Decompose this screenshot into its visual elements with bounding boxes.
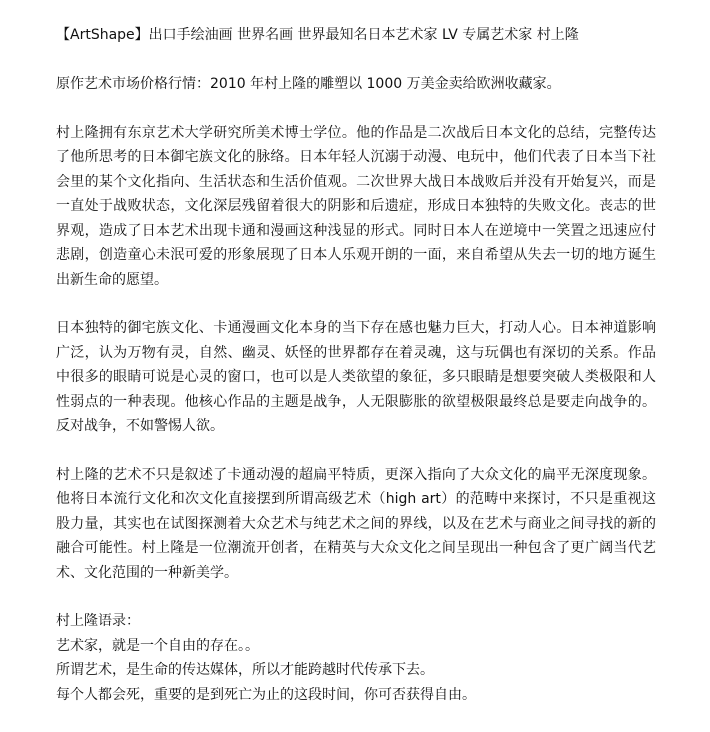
quote-line: 所谓艺术，是生命的传达媒体，所以才能跨越时代传承下去。 [56, 662, 434, 678]
paragraph-superflat: 村上隆的艺术不只是叙述了卡通动漫的超扁平特质，更深入指向了大众文化的扁平无深度现象。他将日本流行文化和次文化直接摆到所谓高级艺术（high art）的范畴中来探讨，不只是重视这股力量，其实也在试图探测着大众艺术与纯艺术之间的界线，以及在艺术与商业之间寻找的新的融合可能性。村上隆是一位潮流开创者，在精英与大众文化之间呈现出一种包含了更广阔当代艺术、文化范围的一种新美学。 [56, 466, 656, 581]
quotes-section [56, 609, 656, 707]
quotes-heading: 村上隆语录： [56, 613, 140, 629]
paragraph-bio: 村上隆拥有东京艺术大学研究所美术博士学位。他的作品是二次战后日本文化的总结，完整传达了他所思考的日本御宅族文化的脉络。日本年轻人沉溺于动漫、电玩中，他们代表了日本当下社会里的某个文化指向、生活状态和生活价值观。二次世界大战日本战败后并没有开始复兴，而是一直处于战败状态，文化深层残留着很大的阴影和后遗症，形成日本独特的失败文化。丧志的世界观，造成了日本艺术出现卡通和漫画这种浅显的形式。同时日本人在逆境中一笑置之迅速应付悲剧，创造童心未泯可爱的形象展现了日本人乐观开朗的一面，来自希望从失去一切的地方诞生出新生命的愿望。 [56, 124, 656, 288]
document-body [56, 22, 656, 707]
page-title: 【ArtShape】出口手绘油画 世界名画 世界最知名日本艺术家 LV 专属艺术家 村上隆 [56, 27, 579, 43]
quote-line: 每个人都会死，重要的是到死亡为止的这段时间，你可否获得自由。 [56, 686, 476, 703]
paragraph-culture: 日本独特的御宅族文化、卡通漫画文化本身的当下存在感也魅力巨大，打动人心。日本神道影响广泛，认为万物有灵，自然、幽灵、妖怪的世界都存在着灵魂，这与玩偶也有深切的关系。作品中很多的眼睛可说是心灵的窗口，也可以是人类欲望的象征，多只眼睛是想要突破人类极限和人性弱点的一种表现。他核心作品的主题是战争，人无限膨胀的欲望极限最终总是要走向战争的。反对战争，不如警惕人欲。 [56, 320, 656, 434]
quote-line: 艺术家，就是一个自由的存在。。 [56, 637, 259, 654]
price-note: 原作艺术市场价格行情：2010 年村上隆的雕塑以 1000 万美金卖给欧洲收藏家。 [56, 76, 561, 92]
